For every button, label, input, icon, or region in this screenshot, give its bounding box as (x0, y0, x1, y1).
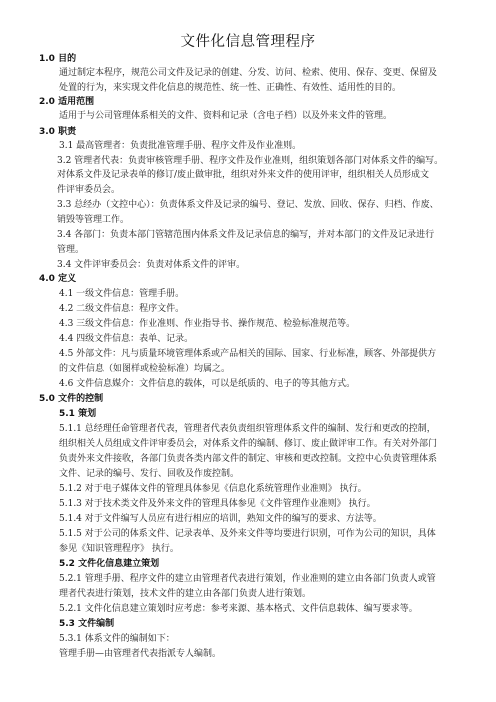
subsection-heading: 5.1 策划 (59, 409, 97, 419)
paragraph-line: 组织相关人员组成文件评审委员会，对体系文件的编制、修订、废止做评审工作。有关对外部门 (59, 439, 438, 449)
section-heading: 1.0 目的 (39, 54, 77, 64)
paragraph-line: 销毁等管理工作。 (57, 215, 130, 225)
paragraph-line: 5.1.1 总经理任命管理者代表，管理者代表负责组织管理体系文件的编制、发行和更改的控制， (59, 424, 436, 434)
paragraph-line: 5.1.4 对于文件编写人员应有进行相应的培训，熟知文件的编写的要求、方法等。 (59, 514, 382, 524)
paragraph-line: 处置的行为，来实现文件化信息的规范性、统一性、正确性、有效性、适用性的目的。 (59, 83, 402, 93)
paragraph-line: 参见《知识管理程序》 执行。 (59, 544, 179, 554)
document-title: 文件化信息管理程序 (180, 34, 316, 50)
section-heading: 4.0 定义 (39, 274, 77, 284)
section-heading: 5.0 文件的控制 (39, 394, 104, 404)
paragraph-line: 适用于与公司管理体系相关的文件、资料和记录（含电子档）以及外来文件的管理。 (59, 111, 393, 121)
paragraph-line: 3.2 管理者代表：负责审核管理手册、程序文件及作业准则，组织策划各部门对体系文件的编写。 (57, 156, 444, 166)
paragraph-line: 5.1.2 对于电子媒体文件的管理具体参见《信息化系统管理作业准则》 执行。 (59, 484, 367, 494)
paragraph-line: 5.2.1 文件化信息建立策划时应考虑：参考来源、基本格式、文件信息载体、编写要求等。 (59, 604, 418, 614)
paragraph-line: 4.6 文件信息媒介：文件信息的载体，可以是纸质的、电子的等其他方式。 (59, 379, 356, 389)
paragraph-line: 5.2.1 管理手册、程序文件的建立由管理者代表进行策划，作业准则的建立由各部门负责人或管 (59, 574, 436, 584)
paragraph-line: 3.1 最高管理者：负责批准管理手册、程序文件及作业准则。 (59, 141, 302, 151)
paragraph-line: 5.1.5 对于公司的体系文件、记录表单、及外来文件等均要进行识别，可作为公司的知识，具体 (59, 529, 436, 539)
paragraph-line: 通过制定本程序，规范公司文件及记录的创建、分发、访问、检索、使用、保存、变更、保留及 (59, 68, 438, 78)
paragraph-line: 3.4 各部门：负责本部门管辖范围内体系文件及记录信息的编写，并对本部门的文件及记录进行 (57, 230, 435, 240)
section-heading: 2.0 适用范围 (39, 97, 95, 107)
paragraph-line: 件评审委员会。 (57, 185, 121, 195)
paragraph-line: 3.3 总经办（文控中心）：负责体系文件及记录的编号、登记、发放、回收、保存、归档、作废、 (57, 200, 439, 210)
paragraph-line: 4.4 四级文件信息：表单、记录。 (59, 334, 194, 344)
paragraph-line: 管理手册—由管理者代表指派专人编制。 (59, 649, 222, 659)
paragraph-line: 5.3.1 体系文件的编制如下： (59, 634, 175, 644)
paragraph-line: 5.1.3 对于技术类文件及外来文件的管理具体参见《文件管理作业准则》 执行。 (59, 499, 376, 509)
paragraph-line: 4.3 三级文件信息：作业准则、作业指导书、操作规范、检验标准规范等。 (59, 319, 356, 329)
subsection-heading: 5.2 文件化信息建立策划 (59, 559, 160, 569)
paragraph-line: 管理。 (57, 245, 85, 255)
paragraph-line: 4.2 二级文件信息：程序文件。 (59, 304, 185, 314)
paragraph-line: 3.4 文件评审委员会：负责对体系文件的评审。 (57, 260, 246, 270)
section-heading: 3.0 职责 (39, 127, 77, 137)
paragraph-line: 4.1 一级文件信息：管理手册。 (59, 289, 185, 299)
paragraph-line: 理者代表进行策划，技术文件的建立由各部门负责人进行策划。 (59, 589, 312, 599)
paragraph-line: 对体系文件及记录表单的修订/废止做审批，组织对外来文件的使用评审，组织相关人员形成文 (57, 170, 430, 180)
paragraph-line: 文件、记录的编号、发行、回收及作废控制。 (59, 469, 240, 479)
subsection-heading: 5.3 文件编制 (59, 619, 115, 629)
paragraph-line: 负责外来文件接收，各部门负责各类内部文件的制定、审核和更改控制。文控中心负责管理体系 (59, 454, 438, 464)
paragraph-line: 4.5 外部文件：凡与质量环境管理体系或产品相关的国际、国家、行业标准，顾客、外部提供方 (59, 349, 437, 359)
paragraph-line: 的文件信息（如图样或检验标准）均属之。 (59, 364, 231, 374)
